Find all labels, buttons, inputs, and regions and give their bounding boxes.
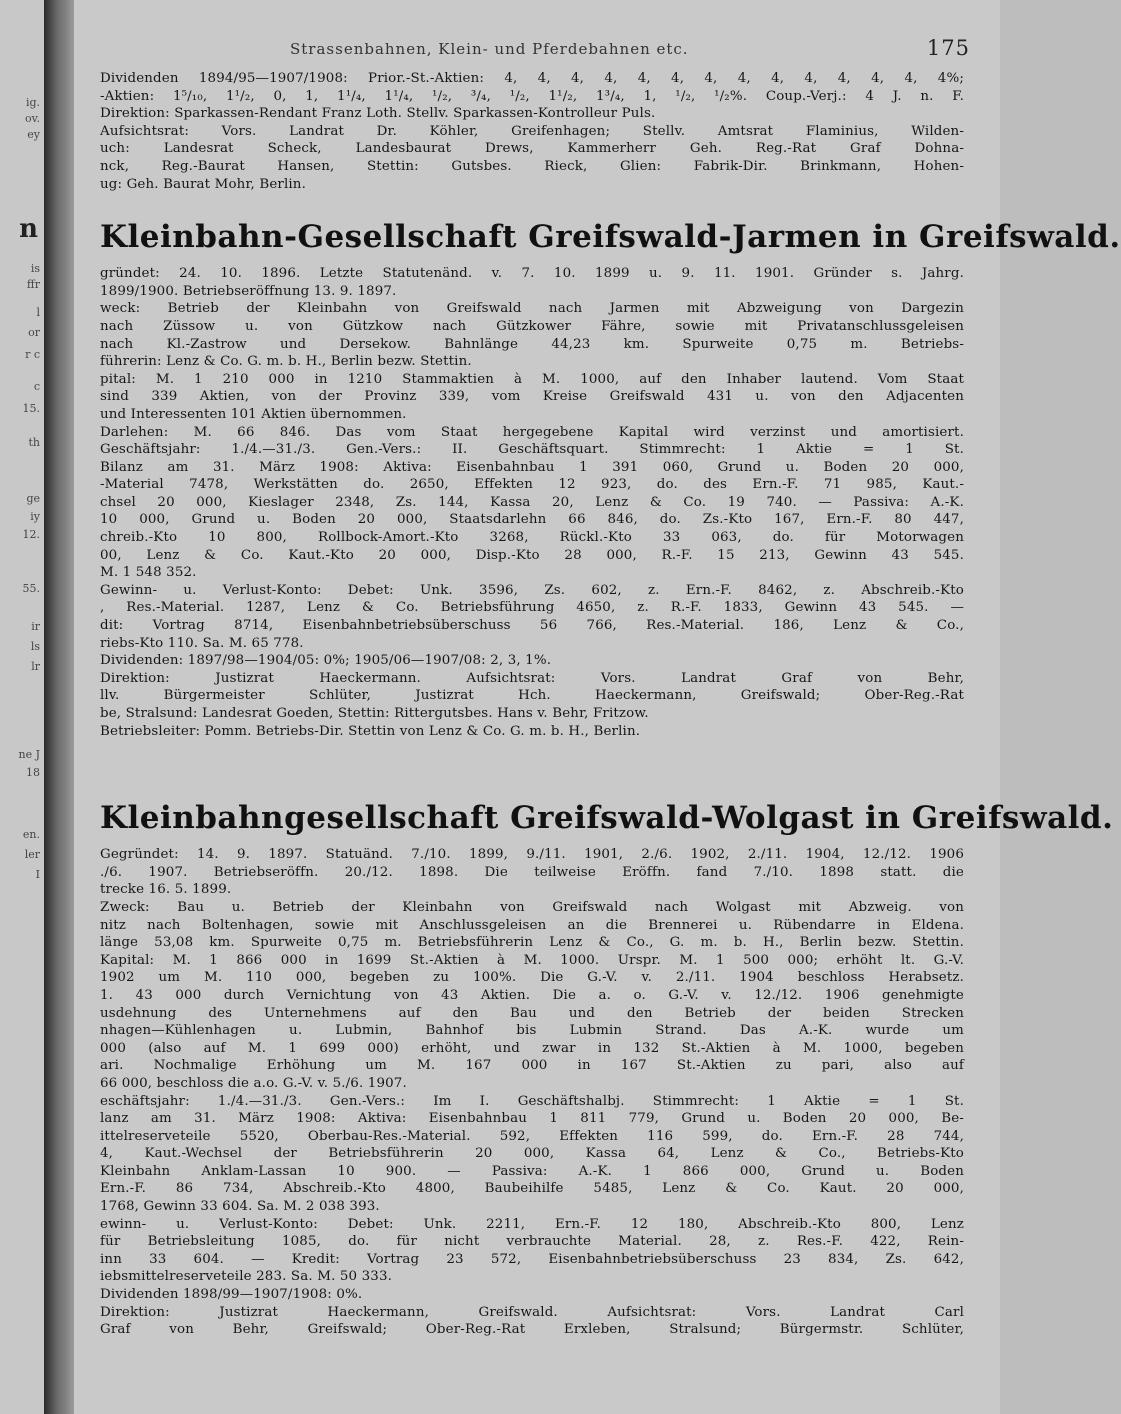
text-line: nitz nach Boltenhagen, sowie mit Anschlussgeleisen an die Brennerei u. Rübendarre in Eldena. — [100, 917, 964, 933]
text-line: Aufsichtsrat: Vors. Landrat Dr. Köhler, Greifenhagen; Stellv. Amtsrat Flaminius, Wilden- — [100, 123, 964, 139]
left-fragment: I — [35, 868, 40, 881]
text-line: länge 53,08 km. Spurweite 0,75 m. Betriebsführerin Lenz & Co., G. m. b. H., Berlin bezw. Stettin. — [100, 935, 964, 951]
text-line: Darlehen: M. 66 846. Das vom Staat hergegebene Kapital wird verzinst und amortisiert. — [100, 424, 964, 440]
text-line: führerin: Lenz & Co. G. m. b. H., Berlin bezw. Stettin. — [100, 354, 472, 370]
company-heading-wolgast: Kleinbahngesellschaft Greifswald-Wolgast in Greifswald. — [100, 800, 1114, 837]
text-line: Direktion: Justizrat Haeckermann. Aufsichtsrat: Vors. Landrat Graf von Behr, — [100, 670, 964, 686]
text-line: Bilanz am 31. März 1908: Aktiva: Eisenbahnbau 1 391 060, Grund u. Boden 20 000, — [100, 459, 964, 475]
text-line: ug: Geh. Baurat Mohr, Berlin. — [100, 176, 306, 192]
text-line: 000 (also auf M. 1 699 000) erhöht, und zwar in 132 St.-Aktien à M. 1000, begeben — [100, 1040, 964, 1056]
text-line: lanz am 31. März 1908: Aktiva: Eisenbahnbau 1 811 779, Grund u. Boden 20 000, Be- — [100, 1111, 964, 1127]
left-fragment: r c — [25, 348, 40, 361]
left-fragment: 15. — [22, 402, 40, 415]
left-fragment: iy — [30, 510, 40, 523]
text-line: nhagen—Kühlenhagen u. Lubmin, Bahnhof bis Lubmin Strand. Das A.-K. wurde um — [100, 1023, 964, 1039]
left-fragment: ey — [27, 128, 40, 141]
text-line: gründet: 24. 10. 1896. Letzte Statutenänd. v. 7. 10. 1899 u. 9. 11. 1901. Gründer s. Jahrg. — [100, 266, 964, 282]
text-line: iebsmittelreserveteile 283. Sa. M. 50 333. — [100, 1269, 393, 1285]
book-gutter — [44, 0, 74, 1414]
entry-wolgast-body — [100, 846, 964, 1339]
text-line: inn 33 604. — Kredit: Vortrag 23 572, Eisenbahnbetriebsüberschuss 23 834, Zs. 642, — [100, 1251, 964, 1267]
text-line: chsel 20 000, Kieslager 2348, Zs. 144, Kassa 20, Lenz & Co. 19 740. — Passiva: A.-K. — [100, 494, 964, 510]
left-fragment: 18 — [26, 766, 40, 779]
left-page-edge — [0, 0, 44, 1414]
text-line: 00, Lenz & Co. Kaut.-Kto 20 000, Disp.-Kto 28 000, R.-F. 15 213, Gewinn 43 545. — [100, 547, 964, 563]
text-line: weck: Betrieb der Kleinbahn von Greifswald nach Jarmen mit Abzweigung von Dargezin — [100, 301, 964, 317]
text-line: Kleinbahn Anklam-Lassan 10 900. — Passiva: A.-K. 1 866 000, Grund u. Boden — [100, 1163, 964, 1179]
left-fragment: l — [36, 306, 40, 319]
text-line: be, Stralsund: Landesrat Goeden, Stettin: Rittergutsbes. Hans v. Behr, Fritzow. — [100, 706, 649, 721]
text-line: , Res.-Material. 1287, Lenz & Co. Betriebsführung 4650, z. R.-F. 1833, Gewinn 43 545. — — [100, 600, 964, 616]
text-line: uch: Landesrat Scheck, Landesbaurat Drews, Kammerherr Geh. Reg.-Rat Graf Dohna- — [100, 141, 964, 157]
text-line: nach Züssow u. von Gützkow nach Gützkower Fähre, sowie mit Privatanschlussgeleisen — [100, 318, 964, 334]
company-heading-jarmen: Kleinbahn-Gesellschaft Greifswald-Jarmen in Greifswald. — [100, 219, 1121, 256]
text-line: eschäftsjahr: 1./4.—31./3. Gen.-Vers.: Im I. Geschäftshalbj. Stimmrecht: 1 Aktie = 1 St. — [100, 1093, 964, 1109]
left-fragment: th — [28, 436, 40, 449]
text-line: Direktion: Justizrat Haeckermann, Greifswald. Aufsichtsrat: Vors. Landrat Carl — [100, 1304, 964, 1320]
text-line: 1768, Gewinn 33 604. Sa. M. 2 038 393. — [100, 1199, 380, 1215]
text-line: 1899/1900. Betriebseröffnung 13. 9. 1897. — [100, 283, 397, 299]
page-content — [100, 36, 1121, 1339]
left-fragment: lr — [31, 660, 40, 673]
text-line: Zweck: Bau u. Betrieb der Kleinbahn von Greifswald nach Wolgast mit Abzweig. von — [100, 899, 964, 915]
running-title: Strassenbahnen, Klein- und Pferdebahnen etc. — [290, 40, 689, 58]
left-fragment: ig. — [25, 96, 40, 109]
left-fragment: ls — [30, 640, 40, 653]
previous-entry-continuation — [100, 70, 964, 193]
left-fragment: ne J — [18, 748, 40, 761]
text-line: Ern.-F. 86 734, Abschreib.-Kto 4800, Baubeihilfe 5485, Lenz & Co. Kaut. 20 000, — [100, 1181, 964, 1197]
text-line: 1. 43 000 durch Vernichtung von 43 Aktien. Die a. o. G.-V. v. 12./12. 1906 genehmigte — [100, 987, 964, 1003]
text-line: trecke 16. 5. 1899. — [100, 882, 232, 898]
text-line: und Interessenten 101 Aktien übernommen. — [100, 406, 407, 422]
text-line: chreib.-Kto 10 800, Rollbock-Amort.-Kto 3268, Rückl.-Kto 33 063, do. für Motorwagen — [100, 530, 964, 546]
left-fragment: ge — [26, 492, 40, 505]
text-line: Dividenden 1898/99—1907/1908: 0%. — [100, 1287, 363, 1303]
text-line: für Betriebsleitung 1085, do. für nicht verbrauchte Material. 28, z. Res.-F. 422, Rein- — [100, 1234, 964, 1250]
text-line: -Aktien: 1⁵/₁₀, 1¹/₂, 0, 1, 1¹/₄, 1¹/₄, ¹/₂, ³/₄, ¹/₂, 1¹/₂, 1³/₄, 1, ¹/₂, ¹/₂%. Coup.-Verj.: 4 J. n. F. — [100, 88, 964, 104]
text-line: ittelreserveteile 5520, Oberbau-Res.-Material. 592, Effekten 116 599, do. Ern.-F. 28 744, — [100, 1128, 964, 1144]
text-line: Geschäftsjahr: 1./4.—31./3. Gen.-Vers.: II. Geschäftsquart. Stimmrecht: 1 Aktie = 1 St. — [100, 442, 964, 458]
text-line: ari. Nochmalige Erhöhung um M. 167 000 in 167 St.-Aktien zu pari, also auf — [100, 1058, 964, 1074]
text-line: -Material 7478, Werkstätten do. 2650, Effekten 12 923, do. des Ern.-F. 71 985, Kaut.- — [100, 477, 964, 493]
book-page — [74, 0, 1121, 1414]
text-line: pital: M. 1 210 000 in 1210 Stammaktien à M. 1000, auf den Inhaber lautend. Vom Staat — [100, 371, 964, 387]
left-fragment: 55. — [22, 582, 40, 595]
entry-jarmen-body — [100, 265, 964, 740]
text-line: Graf von Behr, Greifswald; Ober-Reg.-Rat Erxleben, Stralsund; Bürgermstr. Schlüter, — [100, 1322, 964, 1338]
text-line: ewinn- u. Verlust-Konto: Debet: Unk. 2211, Ern.-F. 12 180, Abschreib.-Kto 800, Lenz — [100, 1216, 964, 1232]
left-fragment: 12. — [22, 528, 40, 541]
text-line: 10 000, Grund u. Boden 20 000, Staatsdarlehn 66 846, do. Zs.-Kto 167, Ern.-F. 80 447, — [100, 512, 964, 528]
running-header — [100, 36, 970, 70]
text-line: nach Kl.-Zastrow und Dersekow. Bahnlänge 44,23 km. Spurweite 0,75 m. Betriebs- — [100, 336, 964, 352]
text-line: Gewinn- u. Verlust-Konto: Debet: Unk. 3596, Zs. 602, z. Ern.-F. 8462, z. Abschreib.-Kto — [100, 582, 964, 598]
text-line: usdehnung des Unternehmens auf den Bau und den Betrieb der beiden Strecken — [100, 1005, 964, 1021]
text-line: riebs-Kto 110. Sa. M. 65 778. — [100, 635, 304, 651]
text-line: sind 339 Aktien, von der Provinz 339, vom Kreise Greifswald 431 u. von den Adjacenten — [100, 389, 964, 405]
section-gap — [100, 740, 964, 774]
left-fragment: is — [30, 262, 40, 275]
left-fragment: en. — [22, 828, 40, 841]
left-fragment: c — [33, 380, 40, 393]
text-line: nck, Reg.-Baurat Hansen, Stettin: Gutsbes. Rieck, Glien: Fabrik-Dir. Brinkmann, Hohen- — [100, 158, 964, 174]
text-line: Direktion: Sparkassen-Rendant Franz Loth. Stellv. Sparkassen-Kontrolleur Puls. — [100, 106, 656, 122]
text-line: Dividenden 1894/95—1907/1908: Prior.-St.-Aktien: 4, 4, 4, 4, 4, 4, 4, 4, 4, 4, 4, 4, 4, 4%; — [100, 71, 964, 86]
text-line: 66 000, beschloss die a.o. G.-V. v. 5./6. 1907. — [100, 1075, 407, 1091]
left-fragment: ov. — [24, 112, 40, 125]
text-line: Gegründet: 14. 9. 1897. Statuänd. 7./10. 1899, 9./11. 1901, 2./6. 1902, 2./11. 1904, 12./12. 1906 — [100, 847, 964, 863]
left-fragment: or — [28, 326, 40, 339]
text-line: Kapital: M. 1 866 000 in 1699 St.-Aktien à M. 1000. Urspr. M. 1 500 000; erhöht lt. G.-V. — [100, 952, 964, 968]
text-line: 4, Kaut.-Wechsel der Betriebsführerin 20 000, Kassa 64, Lenz & Co., Betriebs-Kto — [100, 1146, 964, 1162]
left-fragment: ler — [24, 848, 40, 861]
text-line: Dividenden: 1897/98—1904/05: 0%; 1905/06—1907/08: 2, 3, 1%. — [100, 653, 552, 669]
left-fragment: n — [19, 214, 38, 244]
text-line: M. 1 548 352. — [100, 565, 197, 581]
page-number: 175 — [926, 36, 970, 60]
text-line: llv. Bürgermeister Schlüter, Justizrat Hch. Haeckermann, Greifswald; Ober-Reg.-Rat — [100, 688, 964, 704]
text-line: dit: Vortrag 8714, Eisenbahnbetriebsüberschuss 56 766, Res.-Material. 186, Lenz & Co., — [100, 618, 964, 634]
left-fragment: ffr — [26, 278, 40, 291]
text-line: Betriebsleiter: Pomm. Betriebs-Dir. Stettin von Lenz & Co. G. m. b. H., Berlin. — [100, 723, 641, 739]
left-fragment: ir — [31, 620, 40, 633]
text-line: 1902 um M. 110 000, begeben zu 100%. Die G.-V. v. 2./11. 1904 beschloss Herabsetz. — [100, 970, 964, 986]
text-line: ./6. 1907. Betriebseröffn. 20./12. 1898. Die teilweise Eröffn. fand 7./10. 1898 statt. die — [100, 864, 964, 880]
